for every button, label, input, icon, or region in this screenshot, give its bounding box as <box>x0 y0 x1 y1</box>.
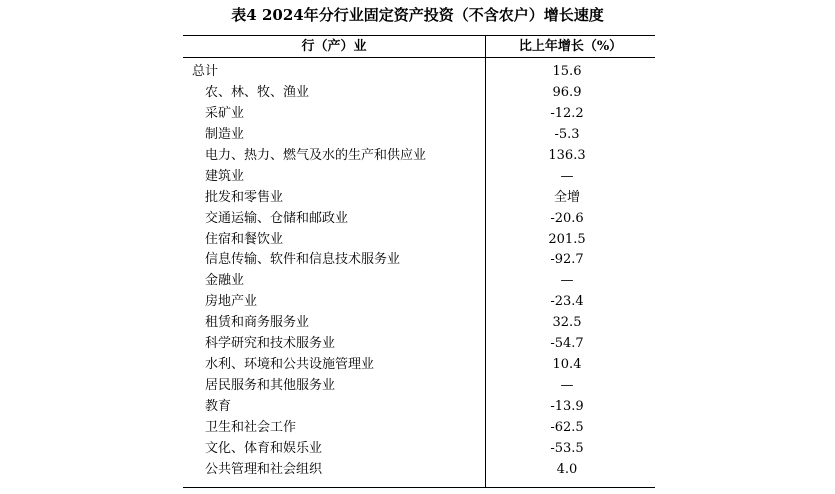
industry-name: 批发和零售业 <box>205 189 284 205</box>
table-row <box>183 355 655 376</box>
growth-value: — <box>560 378 574 394</box>
industry-name: 租赁和商务服务业 <box>205 315 310 331</box>
table-row <box>183 188 655 209</box>
industry-name: 建筑业 <box>205 168 245 184</box>
table-row <box>183 334 655 355</box>
table-row <box>183 271 655 292</box>
table-row <box>183 83 655 104</box>
table-row <box>183 104 655 125</box>
table-row <box>183 313 655 334</box>
header-growth: 比上年增长（%） <box>518 39 623 54</box>
growth-value: 32.5 <box>552 315 582 331</box>
growth-value: -5.3 <box>554 126 580 142</box>
table-row <box>183 125 655 146</box>
growth-value: 10.4 <box>552 357 582 373</box>
growth-value: -62.5 <box>550 419 584 435</box>
industry-name: 水利、环境和公共设施管理业 <box>205 357 375 373</box>
industry-name: 科学研究和技术服务业 <box>205 336 336 352</box>
growth-value: -92.7 <box>550 252 584 268</box>
industry-name: 制造业 <box>205 126 245 142</box>
industry-name: 卫生和社会工作 <box>205 419 297 435</box>
growth-value: 136.3 <box>548 147 586 163</box>
growth-value: -20.6 <box>550 210 584 226</box>
header-industry: 行（产）业 <box>183 36 486 57</box>
total-row <box>183 62 655 83</box>
table-header <box>183 36 655 58</box>
column-divider <box>485 58 486 487</box>
table-body <box>183 58 655 487</box>
growth-value: — <box>560 168 574 184</box>
growth-value: — <box>560 273 574 289</box>
table-row <box>183 250 655 271</box>
industry-name: 文化、体育和娱乐业 <box>205 440 323 456</box>
table-row <box>183 146 655 167</box>
growth-value: -12.2 <box>550 105 584 121</box>
industry-name: 信息传输、软件和信息技术服务业 <box>205 252 401 268</box>
growth-value: -23.4 <box>550 294 584 310</box>
table-row <box>183 209 655 230</box>
industry-name: 房地产业 <box>205 294 258 310</box>
industry-name: 采矿业 <box>205 105 245 121</box>
industry-name: 公共管理和社会组织 <box>205 461 323 477</box>
industry-name: 交通运输、仓储和邮政业 <box>205 210 349 226</box>
growth-value: 96.9 <box>552 84 582 100</box>
growth-value: 201.5 <box>548 231 586 247</box>
table-row <box>183 292 655 313</box>
table-row <box>183 439 655 460</box>
industry-name: 金融业 <box>205 273 245 289</box>
growth-value: -13.9 <box>550 399 584 414</box>
growth-value: 4.0 <box>556 461 578 477</box>
table-row <box>183 397 655 418</box>
table-row <box>183 460 655 481</box>
industry-name: 居民服务和其他服务业 <box>205 378 336 394</box>
growth-value: -54.7 <box>550 336 584 352</box>
growth-value: 全增 <box>553 189 580 205</box>
table-row <box>183 230 655 251</box>
industry-name: 教育 <box>205 399 232 414</box>
industry-name: 电力、热力、燃气及水的生产和供应业 <box>205 147 427 163</box>
industry-name: 总计 <box>192 64 219 79</box>
industry-name: 住宿和餐饮业 <box>205 231 284 247</box>
data-table <box>183 35 655 488</box>
growth-value: -53.5 <box>550 440 584 456</box>
table-row <box>183 376 655 397</box>
growth-value: 15.6 <box>552 64 582 79</box>
table-title: 表4 2024年分行业固定资产投资（不含农户）增长速度 <box>231 6 604 24</box>
table-row <box>183 167 655 188</box>
industry-name: 农、林、牧、渔业 <box>205 84 310 100</box>
table-row <box>183 418 655 439</box>
